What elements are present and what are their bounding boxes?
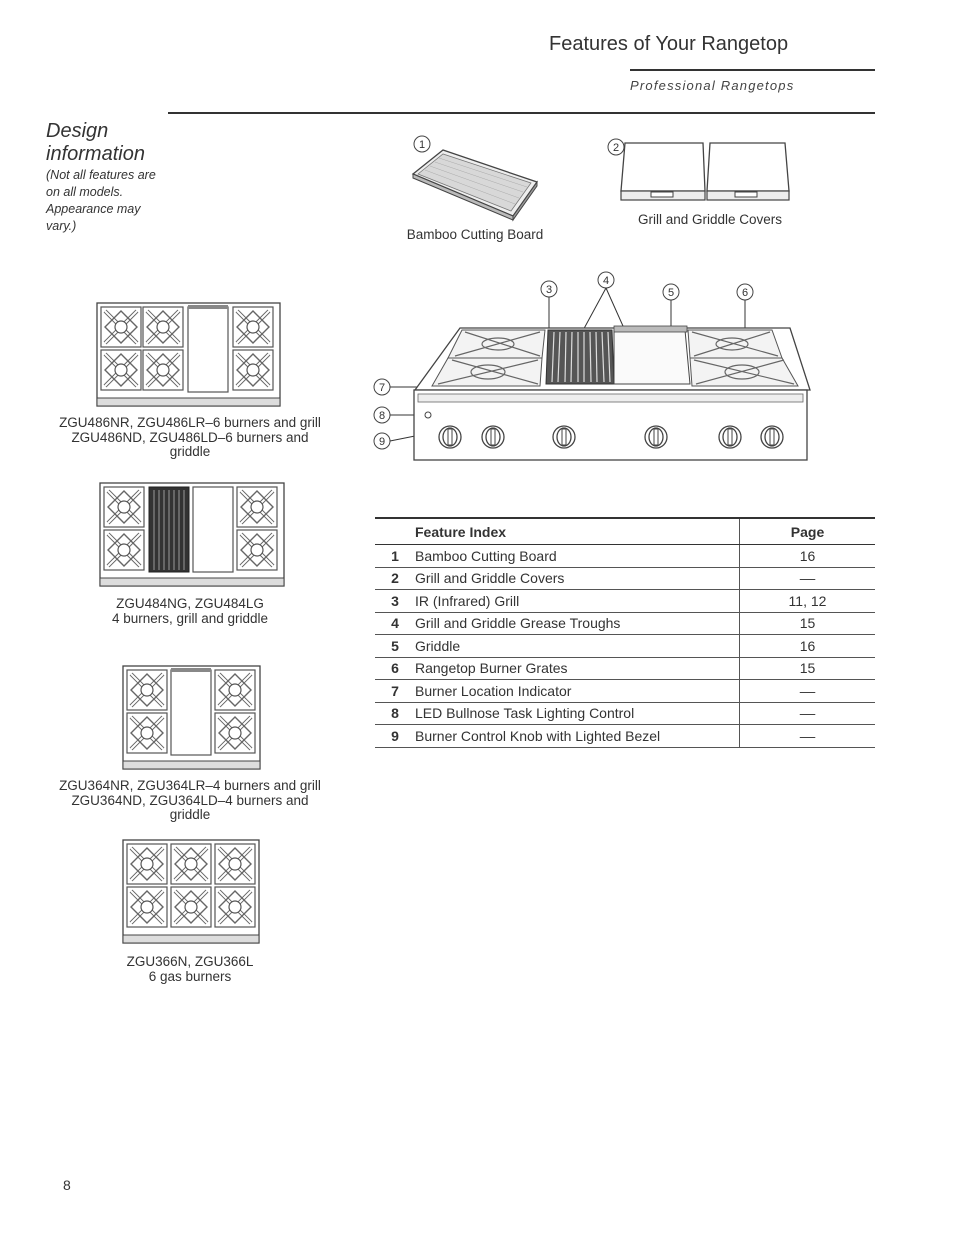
row-num: 2 — [375, 567, 415, 590]
callout-1: 1 — [418, 139, 426, 151]
model-illustration-486 — [96, 302, 281, 408]
section-divider — [168, 112, 875, 114]
feature-index-table — [375, 517, 875, 748]
table-row — [375, 725, 875, 748]
model-caption-486 — [40, 416, 340, 460]
page-number: 8 — [63, 1177, 71, 1193]
caption-line: ZGU364NR, ZGU364LR–4 burners and grill — [59, 778, 321, 793]
model-illustration-366 — [122, 839, 260, 945]
table-row — [375, 702, 875, 725]
row-num: 8 — [375, 702, 415, 725]
row-feature: Burner Location Indicator — [415, 680, 740, 703]
row-page: –– — [740, 725, 876, 748]
table-row — [375, 635, 875, 658]
table-row — [375, 545, 875, 568]
table-row — [375, 657, 875, 680]
header-num — [375, 518, 415, 545]
callout-8: 8 — [378, 410, 386, 422]
row-num: 4 — [375, 612, 415, 635]
caption-line: griddle — [169, 807, 211, 822]
covers-illustration — [605, 137, 800, 203]
row-feature: LED Bullnose Task Lighting Control — [415, 702, 740, 725]
row-feature: Grill and Griddle Covers — [415, 567, 740, 590]
caption-line: 4 burners, grill and griddle — [111, 610, 269, 626]
caption-line: 6 gas burners — [148, 968, 232, 984]
model-illustration-364 — [122, 665, 261, 771]
callout-2: 2 — [612, 142, 620, 154]
row-num: 9 — [375, 725, 415, 748]
table-row — [375, 612, 875, 635]
design-heading: Design information — [46, 120, 145, 165]
row-feature: IR (Infrared) Grill — [415, 590, 740, 613]
title-rule — [630, 69, 875, 71]
caption-line: ZGU486ND, ZGU486LD–6 burners and — [71, 429, 309, 445]
caption-line: griddle — [169, 444, 211, 459]
row-page: 16 — [740, 635, 876, 658]
caption-line: ZGU484NG, ZGU484LG — [116, 596, 264, 611]
covers-label: Grill and Griddle Covers — [637, 212, 783, 227]
callout-6: 6 — [741, 287, 749, 299]
cutting-board-label: Bamboo Cutting Board — [406, 227, 544, 242]
row-page: –– — [740, 702, 876, 725]
table-row — [375, 680, 875, 703]
row-num: 1 — [375, 545, 415, 568]
cutting-board-illustration — [405, 132, 545, 227]
callout-7: 7 — [378, 382, 386, 394]
model-illustration-484 — [99, 482, 285, 588]
caption-line: ZGU486NR, ZGU486LR–6 burners and grill — [59, 415, 321, 430]
row-page: 15 — [740, 657, 876, 680]
callout-4: 4 — [602, 275, 610, 287]
row-num: 6 — [375, 657, 415, 680]
row-page: –– — [740, 680, 876, 703]
row-num: 5 — [375, 635, 415, 658]
caption-line: ZGU364ND, ZGU364LD–4 burners and — [71, 792, 309, 808]
row-page: 15 — [740, 612, 876, 635]
callout-5: 5 — [667, 287, 675, 299]
page-subtitle: Professional Rangetops — [630, 78, 795, 93]
header-feature-index: Feature Index — [415, 518, 740, 545]
model-caption-484 — [40, 597, 340, 626]
row-feature: Grill and Griddle Grease Troughs — [415, 612, 740, 635]
row-feature: Bamboo Cutting Board — [415, 545, 740, 568]
table-header-row — [375, 518, 875, 545]
row-num: 3 — [375, 590, 415, 613]
row-feature: Rangetop Burner Grates — [415, 657, 740, 680]
table-row — [375, 590, 875, 613]
table-row — [375, 567, 875, 590]
page-title: Features of Your Rangetop — [549, 33, 789, 55]
row-page: –– — [740, 567, 876, 590]
row-page: 11, 12 — [740, 590, 876, 613]
header-page: Page — [740, 518, 876, 545]
row-feature: Burner Control Knob with Lighted Bezel — [415, 725, 740, 748]
model-caption-366 — [40, 955, 340, 984]
model-caption-364 — [40, 779, 340, 823]
callout-9: 9 — [378, 436, 386, 448]
row-feature: Griddle — [415, 635, 740, 658]
row-page: 16 — [740, 545, 876, 568]
rangetop-illustration — [370, 270, 815, 465]
callout-3: 3 — [545, 284, 553, 296]
design-note: (Not all features are on all models. Appearance may vary.) — [46, 168, 156, 233]
row-num: 7 — [375, 680, 415, 703]
caption-line: ZGU366N, ZGU366L — [126, 954, 254, 969]
